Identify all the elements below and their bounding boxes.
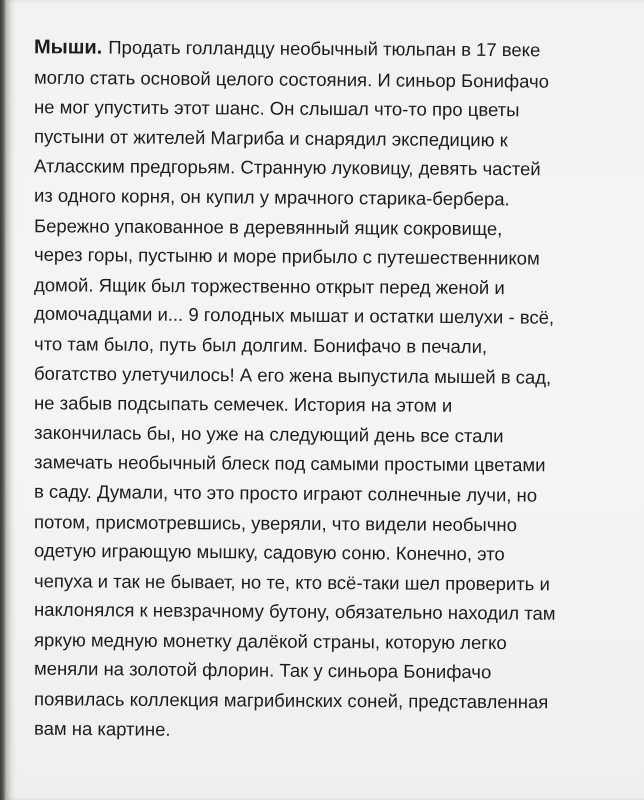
paper-sheet (6, 0, 644, 800)
text-line-6: из одного корня, он купил у мрачного старика-бербера. (33, 184, 510, 210)
text-line-11: что там было, путь был долгим. Бонифачо в печали, (33, 333, 488, 357)
text-line-13: не забыв подсыпать семечек. История на этом и (33, 392, 453, 416)
text-line-23: появилась коллекция магрибинских соней, представленная (33, 688, 549, 713)
text-line-15: замечать необычный блеск под самыми простыми цветами (33, 451, 546, 476)
text-line-4: пустыни от жителей Магриба и снарядил экспедицию к (33, 125, 508, 151)
text-line-18: одетую играющую мышку, садовую соню. Конечно, это (33, 539, 505, 565)
text-line-14: закончилась бы, но уже на следующий день все стали (33, 421, 504, 447)
text-line-5: Атласским предгорьям. Странную луковицу, девять частей (33, 155, 541, 180)
text-line-1-body: Продать голландцу необычный тюльпан в 17 веке (108, 36, 541, 61)
text-line-24: вам на картине. (33, 717, 171, 740)
text-line-21: яркую медную монетку далёкой страны, которую легко (33, 629, 507, 653)
text-line-17: потом, присмотревшись, уверяли, что видели необычно (33, 510, 517, 535)
text-line-3: не мог упустить этот шанс. Он слышал что-то про цветы (33, 96, 520, 121)
text-line-16: в саду. Думали, что это просто играют солнечные лучи, но (33, 480, 538, 506)
text-line-20: наклонялся к невзрачному бутону, обязательно находил там (33, 598, 556, 625)
text-line-2: могло стать основой целого состояния. И синьор Бонифачо (33, 66, 550, 92)
story-text (34, 34, 624, 745)
text-line-10: домочадцами и... 9 голодных мышат и остатки шелухи - всё, (33, 303, 555, 329)
text-line-9: домой. Ящик был торжественно открыт перед женой и (33, 273, 505, 298)
text-line-7: Бережно упакованное в деревянный ящик сокровище, (33, 214, 503, 239)
text-line-12: богатство улетучилось! А его жена выпустила мышей в сад, (33, 362, 552, 388)
text-line-8: через горы, пустыню и море прибыло с путешественником (33, 243, 540, 269)
text-line-1 (34, 32, 624, 66)
text-line-19: чепуха и так не бывает, но те, кто всё-таки шел проверить и (33, 569, 550, 595)
text-line-22: меняли на золотой флорин. Так у синьора Бонифачо (33, 658, 492, 683)
document-title: Мыши. (33, 36, 103, 59)
